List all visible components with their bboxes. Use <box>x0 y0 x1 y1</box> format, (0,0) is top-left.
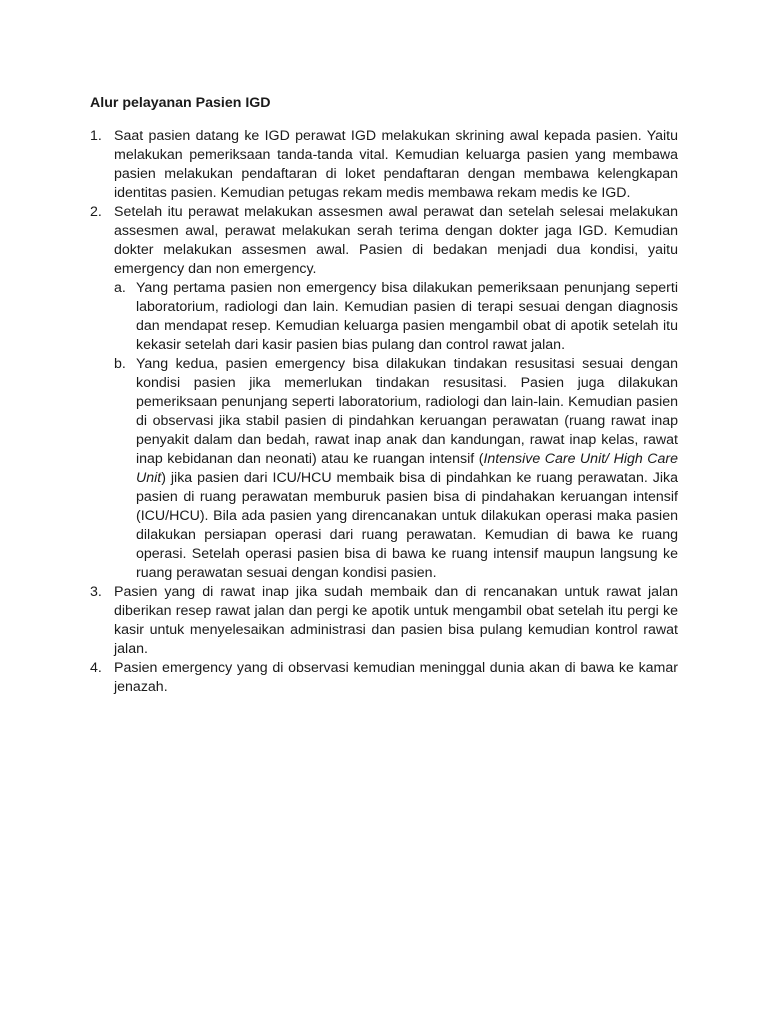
list-marker: 4. <box>90 660 102 676</box>
list-item-1 <box>90 127 678 203</box>
sub-marker: a. <box>114 280 126 296</box>
sub-list <box>114 279 678 583</box>
list-item-text: Pasien yang di rawat inap jika sudah membaik dan di rencanakan untuk rawat jalan diberikan resep rawat jalan dan pergi ke apotik untuk mengambil obat setelah itu pergi ke kasir untuk menyelesaikan administrasi dan pasien bisa pulang kemudian kontrol rawat jalan. <box>114 584 678 657</box>
list-item-text: Setelah itu perawat melakukan assesmen awal perawat dan setelah selesai melakukan assesmen awal, perawat melakukan serah terima dengan dokter jaga IGD. Kemudian dokter melakukan assesmen awal. Pasien di bedakan menjadi dua kondisi, yaitu emergency dan non emergency. <box>114 204 678 277</box>
list-item-3 <box>90 583 678 659</box>
list-item-text: Pasien emergency yang di observasi kemudian meninggal dunia akan di bawa ke kamar jenazah. <box>114 660 678 695</box>
sub-item-text: Yang pertama pasien non emergency bisa dilakukan pemeriksaan penunjang seperti laboratorium, radiologi dan lain. Kemudian pasien di terapi sesuai dengan diagnosis dan mendapat resep. Kemudian keluarga pasien mengambil obat di apotik setelah itu kekasir setelah dari kasir pasien bias pulang dan control rawat jalan. <box>136 280 678 353</box>
sub-item-text-after: ) jika pasien dari ICU/HCU membaik bisa di pindahkan ke ruang perawatan. Jika pasien di ruang perawatan memburuk pasien bisa di pindahakan keruangan intensif (ICU/HCU). Bila ada pasien yang direncanakan untuk dilakukan operasi maka pasien dilakukan persiapan operasi dari ruang perawatan. Kemudian di bawa ke ruang operasi. Setelah operasi pasien bisa di bawa ke ruang intensif maupun langsung ke ruang perawatan sesuai dengan kondisi pasien. <box>136 470 678 581</box>
list-item-4 <box>90 659 678 697</box>
sub-item-text-italic: Intensive Care Unit/ High Care Unit <box>136 451 678 486</box>
list-marker: 3. <box>90 584 102 600</box>
document-title: Alur pelayanan Pasien IGD <box>90 95 271 111</box>
list-item-2 <box>90 203 678 583</box>
list-item-text: Saat pasien datang ke IGD perawat IGD melakukan skrining awal kepada pasien. Yaitu melakukan pemeriksaan tanda-tanda vital. Kemudian keluarga pasien yang membawa pasien melakukan pendaftaran di loket pendaftaran dengan membawa kelengkapan identitas pasien. Kemudian petugas rekam medis membawa rekam medis ke IGD. <box>114 128 678 201</box>
sub-item-b <box>114 355 678 583</box>
numbered-list <box>90 127 678 697</box>
sub-item-a <box>114 279 678 355</box>
sub-item-text-before: Yang kedua, pasien emergency bisa dilakukan tindakan resusitasi sesuai dengan kondisi pasien jika memerlukan tindakan resusitasi. Pasien juga dilakukan pemeriksaan penunjang seperti laboratorium, radiologi dan lain-lain. Kemudian pasien di observasi jika stabil pasien di pindahkan keruangan perawatan (ruang rawat inap penyakit dalam dan bedah, rawat inap anak dan kandungan, rawat inap kelas, rawat inap kebidanan dan neonati) atau ke ruangan intensif ( <box>136 356 678 467</box>
list-marker: 1. <box>90 128 102 144</box>
list-marker: 2. <box>90 204 102 220</box>
sub-marker: b. <box>114 356 126 372</box>
